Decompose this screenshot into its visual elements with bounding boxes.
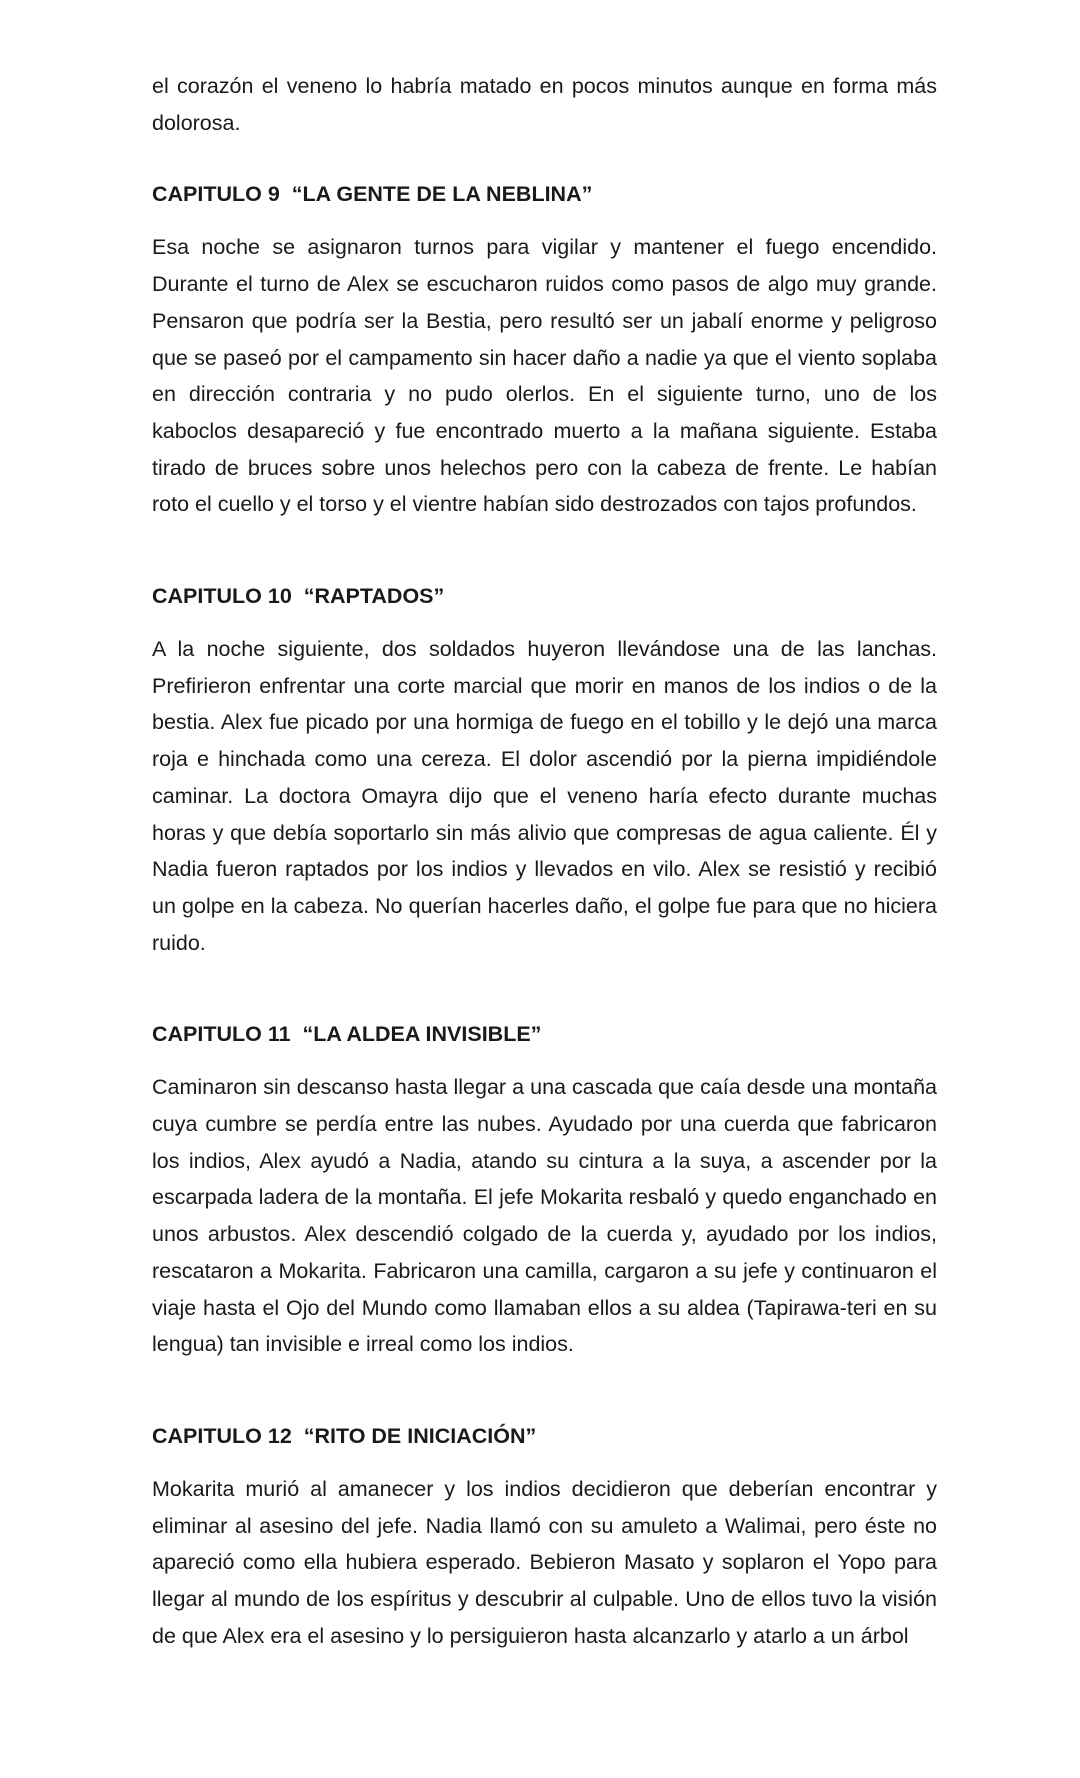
chapter-9-heading: CAPITULO 9 “LA GENTE DE LA NEBLINA” [152,182,593,207]
chapter-10-paragraph: A la noche siguiente, dos soldados huyeron llevándose una de las lanchas. Prefirieron enfrentar una corte marcial que morir en manos de los indios o de la bestia. Alex fue picado por una hormiga de fuego en el tobillo y le dejó una marca roja e hinchada como una cereza. El dolor ascendió por la pierna impidiéndole caminar. La doctora Omayra dijo que el veneno haría efecto durante muchas horas y que debía soportarlo sin más alivio que compresas de agua caliente. Él y Nadia fueron raptados por los indios y llevados en vilo. Alex se resistió y recibió un golpe en la cabeza. No querían hacerles daño, el golpe fue para que no hiciera ruido. [152,637,937,955]
chapter-10-heading: CAPITULO 10 “RAPTADOS” [152,584,445,609]
chapter-9-paragraph: Esa noche se asignaron turnos para vigilar y mantener el fuego encendido. Durante el turno de Alex se escucharon ruidos como pasos de algo muy grande. Pensaron que podría ser la Bestia, pero resultó ser un jabalí enorme y peligroso que se paseó por el campamento sin hacer daño a nadie ya que el viento soplaba en dirección contraria y no pudo olerlos. En el siguiente turno, uno de los kaboclos desapareció y fue encontrado muerto a la mañana siguiente. Estaba tirado de bruces sobre unos helechos pero con la cabeza de frente. Le habían roto el cuello y el torso y el vientre habían sido destrozados con tajos profundos. [152,235,937,517]
chapter-11-heading: CAPITULO 11 “LA ALDEA INVISIBLE” [152,1022,542,1047]
chapter-12-heading: CAPITULO 12 “RITO DE INICIACIÓN” [152,1423,537,1448]
document-page [152,68,937,1655]
intro-paragraph: el corazón el veneno lo habría matado en pocos minutos aunque en forma más dolorosa. [152,74,937,135]
chapter-12-paragraph: Mokarita murió al amanecer y los indios decidieron que deberían encontrar y eliminar al asesino del jefe. Nadia llamó con su amuleto a Walimai, pero éste no apareció como ella hubiera esperado. Bebieron Masato y soplaron el Yopo para llegar al mundo de los espíritus y descubrir al culpable. Uno de ellos tuvo la visión de que Alex era el asesino y lo persiguieron hasta alcanzarlo y atarlo a un árbol [152,1476,937,1648]
chapter-11-paragraph: Caminaron sin descanso hasta llegar a una cascada que caía desde una montaña cuya cumbre se perdía entre las nubes. Ayudado por una cuerda que fabricaron los indios, Alex ayudó a Nadia, atando su cintura a la suya, a ascender por la escarpada ladera de la montaña. El jefe Mokarita resbaló y quedo enganchado en unos arbustos. Alex descendió colgado de la cuerda y, ayudado por los indios, rescataron a Mokarita. Fabricaron una camilla, cargaron a su jefe y continuaron el viaje hasta el Ojo del Mundo como llamaban ellos a su aldea (Tapirawa-teri en su lengua) tan invisible e irreal como los indios. [152,1075,937,1357]
